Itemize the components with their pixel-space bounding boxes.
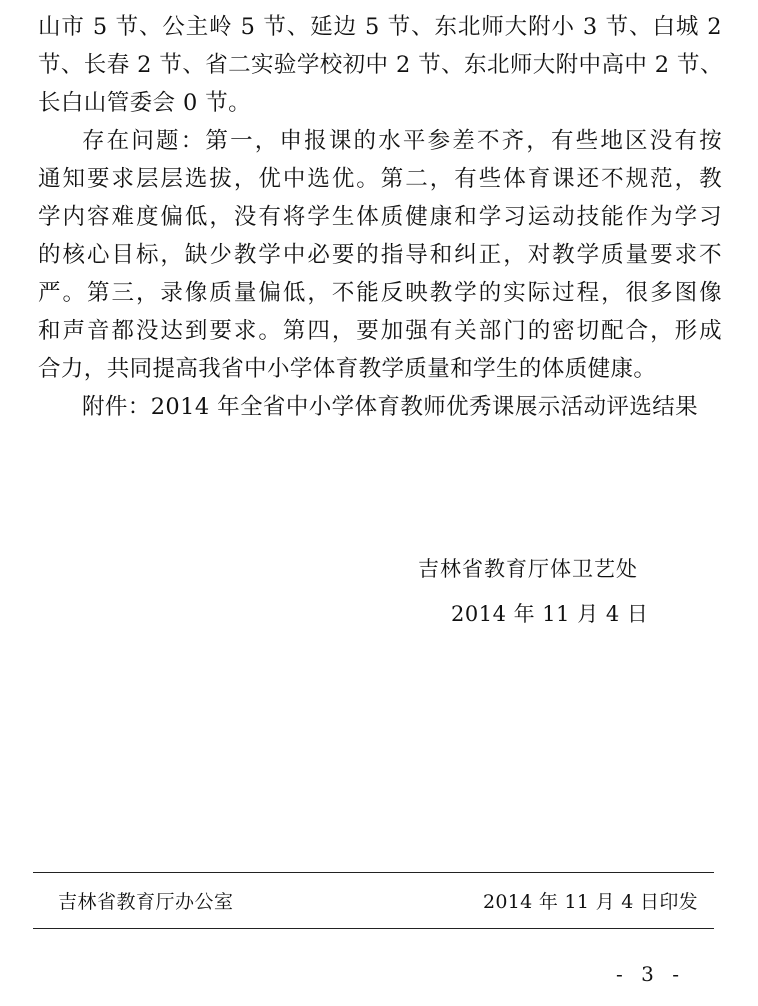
footer-top-rule [33,872,714,873]
paragraph-2-line-7: 合力，共同提高我省中小学体育教学质量和学生的体质健康。 [38,356,657,382]
signature-date: 2014 年 11 月 4 日 [451,602,649,626]
paragraph-2-line-4: 的核心目标，缺少教学中必要的指导和纠正，对教学质量要求不 [38,242,722,268]
paragraph-2-line-5: 严。第三，录像质量偏低，不能反映教学的实际过程，很多图像 [38,280,722,306]
paragraph-1-line-3: 长白山管委会 0 节。 [38,90,252,116]
attachment-line: 附件：2014 年全省中小学体育教师优秀课展示活动评选结果 [82,394,699,420]
paragraph-1-line-1: 山市 5 节、公主岭 5 节、延边 5 节、东北师大附小 3 节、白城 2 [38,14,722,40]
document-body [38,8,722,426]
page-number: - 3 - [616,962,685,986]
paragraph-2-line-6: 和声音都没达到要求。第四，要加强有关部门的密切配合，形成 [38,318,722,344]
footer-issue-date: 2014 年 11 月 4 日印发 [483,891,698,913]
signature-organization: 吉林省教育厅体卫艺处 [418,557,638,581]
footer-bottom-rule [33,928,714,929]
paragraph-1-line-2: 节、长春 2 节、省二实验学校初中 2 节、东北师大附中高中 2 节、 [38,52,723,78]
paragraph-2-line-3: 学内容难度偏低，没有将学生体质健康和学习运动技能作为学习 [38,204,722,230]
footer-issuer: 吉林省教育厅办公室 [58,891,234,913]
paragraph-2-line-1: 存在问题：第一，申报课的水平参差不齐，有些地区没有按 [82,128,722,154]
paragraph-2-line-2: 通知要求层层选拔，优中选优。第二，有些体育课还不规范，教 [38,166,722,192]
